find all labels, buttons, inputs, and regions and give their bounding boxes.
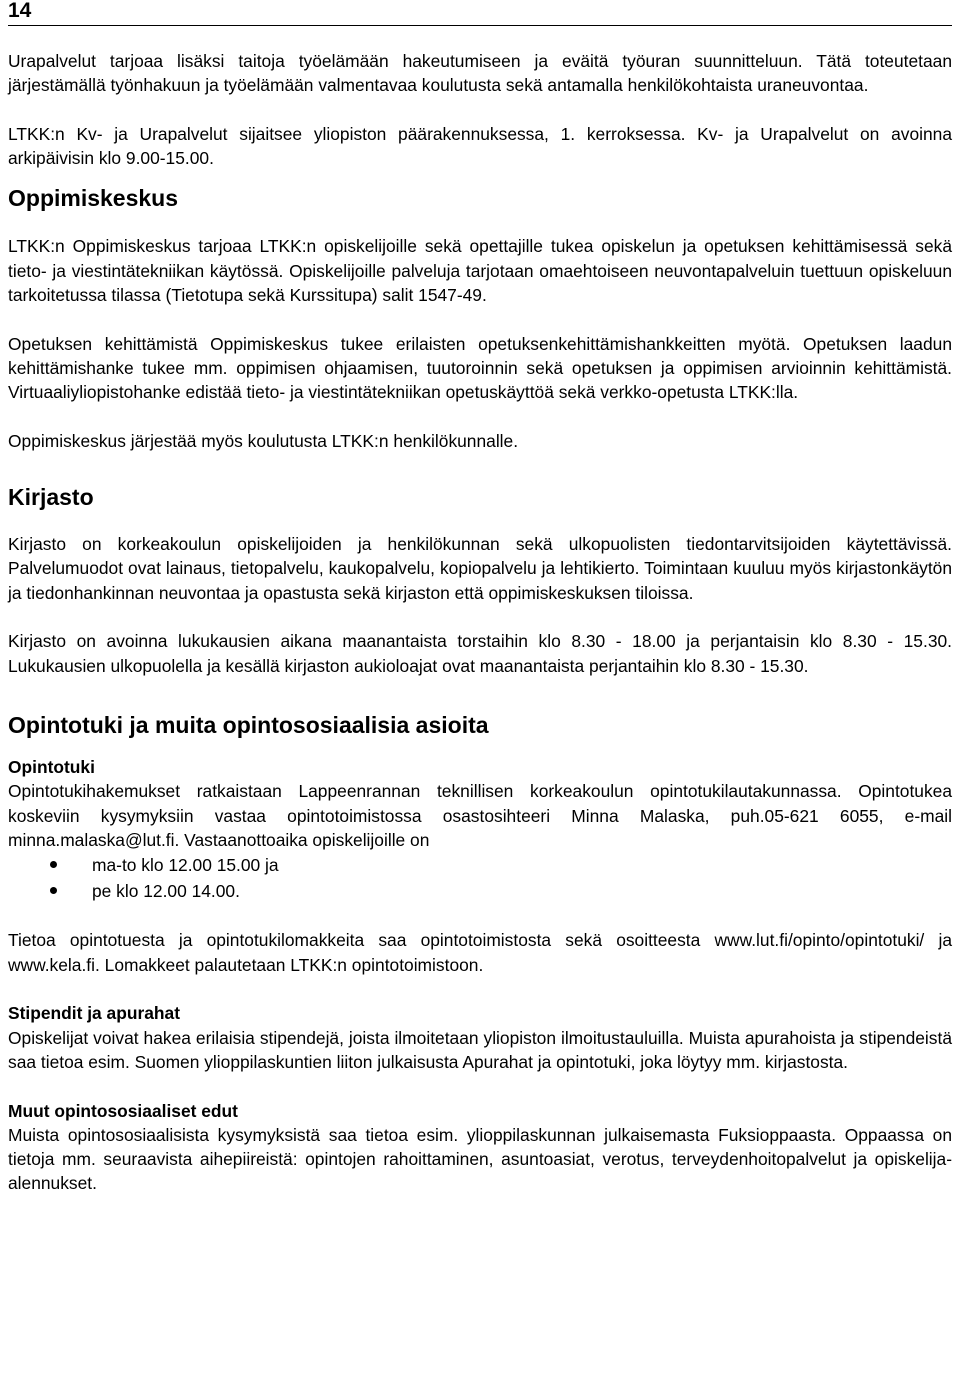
- oppimiskeskus-paragraph-1: LTKK:n Oppimiskeskus tarjoaa LTKK:n opiskelijoille sekä opettajille tukea opiskelun ja opetuksen kehittämisessä sekä tieto- ja viestintätekniikan käytössä. Opiskelijoille palveluja tarjotaan omaehtoiseen neuvontapalveluin tuettuun opiskeluun tarkoitetussa tilassa (Tietotupa sekä Kurssitupa) salit 1547-49.: [8, 236, 952, 306]
- opintotuki-subheading: Opintotuki: [8, 756, 95, 777]
- oppimiskeskus-paragraph-2: Opetuksen kehittämistä Oppimiskeskus tukee erilaisten opetuksenkehittämishankkeitten myötä. Opetuksen laadun kehittämishanke tukee mm. oppimisen ohjaamisen, tuutoroinnin sekä opetuksen ja oppimisen arvioinnin kehittämistä. Virtuaaliyliopistohanke edistää tieto- ja viestintätekniikan opetuskäyttöä sekä verkko-opetusta LTKK:lla.: [8, 333, 952, 403]
- stipendit-subheading: Stipendit ja apurahat: [8, 1003, 180, 1024]
- intro-paragraph-2: LTKK:n Kv- ja Urapalvelut sijaitsee yliopiston päärakennuksessa, 1. kerroksessa. Kv- ja Urapalvelut on avoinna arkipäivisin klo 9.00-15.00.: [8, 123, 952, 169]
- muut-edut-paragraph: Muista opintososiaalisista kysymyksistä saa tietoa esim. ylioppilaskunnan julkaisemasta Fuksioppaasta. Oppaassa on tietoja mm. seuraavista aihepiireistä: opintojen rahoittaminen, asuntoasiat, verotus, terveydenhoitopalvelut ja opiskelija-alennukset.: [8, 1124, 952, 1194]
- bullet-icon: [50, 861, 57, 868]
- list-item-text: pe klo 12.00 14.00.: [92, 881, 240, 902]
- oppimiskeskus-heading: Oppimiskeskus: [8, 185, 179, 212]
- muut-edut-subheading: Muut opintososiaaliset edut: [8, 1100, 238, 1121]
- bullet-icon: [50, 887, 57, 894]
- intro-paragraph-1: Urapalvelut tarjoaa lisäksi taitoja työelämään hakeutumiseen ja eväitä työuran suunnitteluun. Tätä toteutetaan järjestämällä työnhakuun ja työelämään valmentavaa koulutusta sekä antamalla henkilökohtaista uraneuvontaa.: [8, 51, 952, 96]
- opintotuki-section-heading: Opintotuki ja muita opintososiaalisia asioita: [8, 711, 489, 738]
- list-item-text: ma-to klo 12.00 15.00 ja: [92, 855, 279, 876]
- page-number: 14: [8, 0, 32, 22]
- list-item: [8, 852, 952, 878]
- stipendit-paragraph: Opiskelijat voivat hakea erilaisia stipendejä, joista ilmoitetaan yliopiston ilmoitustauluilla. Muista apurahoista ja stipendeistä saa tietoa esim. Suomen ylioppilaskuntien liiton julkaisusta Apurahat ja opintotuki, joka löytyy mm. kirjastosta.: [8, 1027, 952, 1072]
- kirjasto-heading: Kirjasto: [8, 484, 94, 511]
- list-item: [8, 878, 952, 904]
- opintotuki-paragraph-2: Tietoa opintotuesta ja opintotukilomakkeita saa opintotoimistosta sekä osoitteesta www.lut.fi/opinto/opintotuki/ ja www.kela.fi. Lomakkeet palautetaan LTKK:n opintotoimistoon.: [8, 930, 952, 975]
- header-rule: [8, 25, 952, 26]
- opintotuki-paragraph-1: Opintotukihakemukset ratkaistaan Lappeenrannan teknillisen korkeakoulun opintotukilautakunnassa. Opintotukea koskeviin kysymyksiin vastaa opintotoimistossa osastosihteeri Minna Malaska, puh.05-621 6055, e-mail minna.malaska@lut.fi. Vastaanottoaika opiskelijoille on: [8, 781, 952, 850]
- document-body: [8, 49, 952, 1196]
- kirjasto-paragraph-2: Kirjasto on avoinna lukukausien aikana maanantaista torstaihin klo 8.30 - 18.00 ja perjantaisin klo 8.30 - 15.30. Lukukausien ulkopuolella ja kesällä kirjaston aukioloajat ovat maanantaista perjantaihin klo 8.30 - 15.30.: [8, 631, 952, 676]
- kirjasto-paragraph-1: Kirjasto on korkeakoulun opiskelijoiden ja henkilökunnan sekä ulkopuolisten tiedontarvitsijoiden käytettävissä. Palvelumuodot ovat lainaus, tietopalvelu, kaukopalvelu, kopiopalvelu ja lehtikierto. Toimintaan kuuluu myös kirjastonkäytön ja tiedonhankinnan neuvontaa ja opastusta sekä kirjaston että oppimiskeskuksen tiloissa.: [8, 534, 952, 603]
- office-hours-list: [8, 852, 952, 904]
- oppimiskeskus-paragraph-3: Oppimiskeskus järjestää myös koulutusta LTKK:n henkilökunnalle.: [8, 430, 519, 451]
